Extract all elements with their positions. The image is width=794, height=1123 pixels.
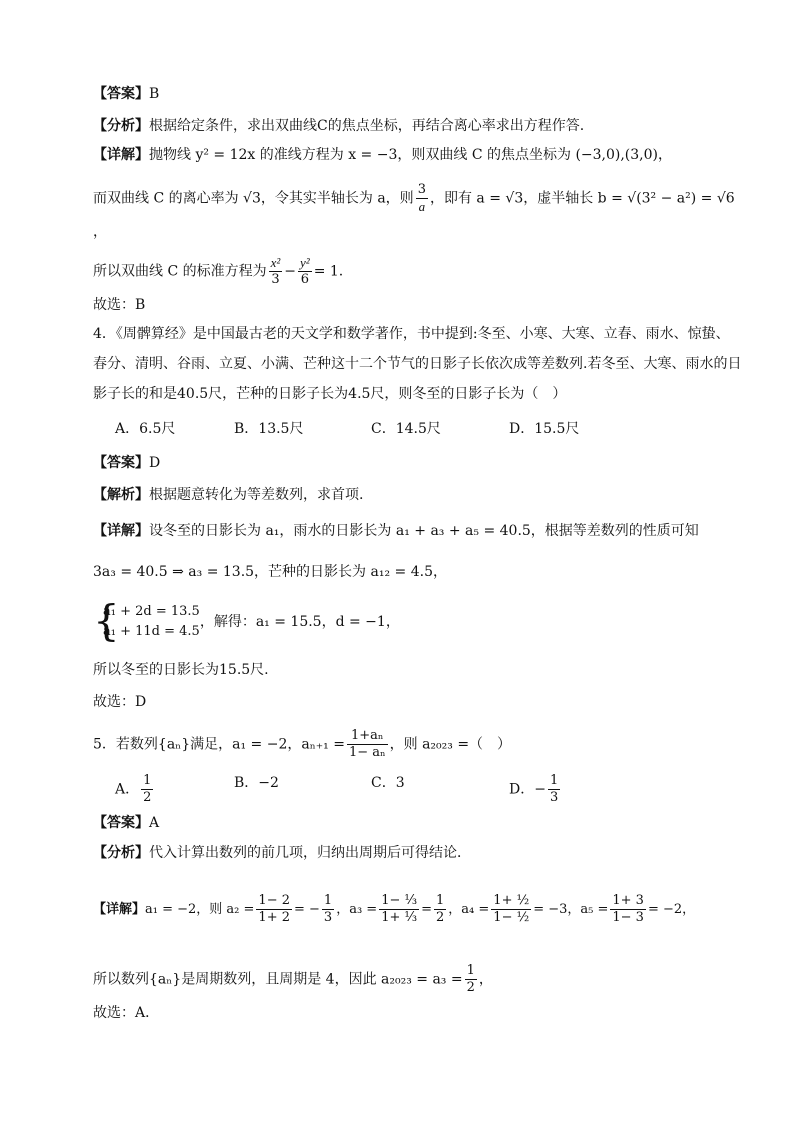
q4-stem-line-1: 4．《周髀算经》是中国最古老的天文学和数学著作，书中提到:冬至、小寒、大寒、立春、雨水、惊蛰、: [93, 326, 730, 342]
fraction-x2-over-3: $\frac{\text{x²}}{3}$: [270, 255, 281, 287]
analysis-label: 【分析】: [93, 118, 149, 134]
q4-option-d: D．15.5尺: [509, 421, 580, 437]
answer-value: B: [149, 86, 160, 102]
detail-text: 而双曲线 C 的离心率为 √3，令其实半轴长为 a，则: [93, 190, 414, 207]
q4-answer: [93, 453, 160, 473]
detail-text: ，解得：a₁ = 15.5，d = −1，: [199, 614, 400, 630]
q5-option-b: B．−2: [234, 775, 279, 791]
q4-option-c: C．14.5尺: [371, 421, 441, 437]
q3-detail-line-2: [93, 182, 735, 215]
q4-option-b: B．13.5尺: [234, 421, 304, 437]
q4-detail-line-1: [93, 521, 699, 541]
q5-stem: [93, 728, 511, 761]
q4-choice: 故选：D: [93, 694, 147, 710]
q3-analysis: [93, 116, 584, 136]
stem-text: ，则 a₂₀₂₃ =（ ）: [389, 736, 512, 753]
stem-text: 5．若数列{aₙ}满足，a₁ = −2，aₙ₊₁ =: [93, 736, 345, 753]
q4-analysis: [93, 485, 363, 505]
q4-detail-line-4: 所以冬至的日影长为15.5尺.: [93, 662, 269, 678]
q5-option-d: D．− $\frac{1}{3}$: [509, 773, 559, 805]
q4-stem-line-3: 影子长的和是40.5尺，芒种的日影子长为4.5尺，则冬至的日影子长为（ ）: [93, 386, 567, 402]
q4-stem-line-2: 春分、清明、谷雨、立夏、小满、芒种这十二个节气的日影子长依次成等差数列.若冬至、大寒、雨水的日: [93, 356, 742, 372]
q3-detail-line-1: [93, 145, 672, 165]
detail-text: ，即有 a = √3，虚半轴长 b = √(3² − a²) = √6: [429, 190, 735, 207]
detail-label: 【详解】: [93, 902, 146, 917]
answer-label: 【答案】: [93, 455, 149, 471]
detail-label: 【详解】: [93, 147, 149, 163]
equation-1: a₁ + 2d = 13.5: [103, 604, 200, 619]
q5-conclusion: 所以数列{aₙ}是周期数列，且周期是 4，因此 a₂₀₂₃ = a₃ = $\frac{1}{2}$ ，: [93, 963, 493, 995]
analysis-text: 根据题意转化为等差数列，求首项.: [149, 487, 364, 503]
q3-detail-line-3: 所以双曲线 C 的标准方程为 $\frac{\text{x²}}{3}$ − $\frac{\text{y²}}{6}$ = 1.: [93, 255, 344, 287]
answer-label: 【答案】: [93, 86, 149, 102]
analysis-label: 【分析】: [93, 845, 149, 861]
q3-comma: ，: [93, 224, 107, 240]
answer-value: A: [149, 815, 160, 831]
equation-2: a₁ + 11d = 4.5: [103, 624, 200, 639]
q5-detail: 【详解】a₁ = −2，则 a₂ = $\frac{1- 2}{1+ 2}$ = − $\frac{1}{3}$ ，a₃ = $\frac{\text{1− ⅓}}{\text{1+ ⅓}}$ = $\frac{1}{2}$ ，a₄ = $\frac{\text{1+ ½}}{\text{1− ½}}$ = −3，a₅ = $\frac{1+ 3}{1- 3}$ = −2，: [93, 893, 696, 925]
q5-option-c: C．3: [371, 775, 405, 791]
answer-value: D: [149, 455, 161, 471]
analysis-label: 【解析】: [93, 487, 149, 503]
q5-answer: [93, 813, 159, 833]
answer-label: 【答案】: [93, 815, 149, 831]
stem-fraction: $\frac{\text{1+aₙ}}{\text{1− aₙ}}$: [348, 728, 386, 760]
q4-option-a: A．6.5尺: [115, 421, 176, 437]
q5-analysis: [93, 843, 471, 863]
detail-text: 设冬至的日影长为 a₁，雨水的日影长为 a₁ + a₃ + a₅ = 40.5，根据等差数列的性质可知: [149, 523, 699, 539]
fraction-y2-over-6: $\frac{\text{y²}}{6}$: [300, 255, 310, 287]
detail-text: = 1.: [313, 263, 344, 280]
detail-label: 【详解】: [93, 523, 149, 539]
q3-answer: [93, 84, 159, 104]
q5-option-a: A． $\frac{1}{2}$: [115, 773, 152, 805]
q4-detail-line-3: [93, 596, 400, 645]
q3-choice: 故选：B: [93, 297, 146, 313]
q5-choice: 故选：A．: [93, 1005, 160, 1021]
detail-text: 所以双曲线 C 的标准方程为: [93, 263, 267, 280]
q4-detail-line-2: 3a₃ = 40.5 ⇒ a₃ = 13.5，芒种的日影长为 a₁₂ = 4.5，: [93, 564, 447, 580]
analysis-text: 代入计算出数列的前几项，归纳出周期后可得结论．: [149, 845, 471, 861]
detail-text: 抛物线 y² = 12x 的准线方程为 x = −3，则双曲线 C 的焦点坐标为 (−3,0),(3,0)，: [149, 147, 672, 163]
analysis-text: 根据给定条件，求出双曲线C的焦点坐标，再结合离心率求出方程作答.: [149, 118, 585, 134]
brace: {: [93, 596, 120, 645]
fraction-3-over-a: $\frac{3}{a}$: [417, 182, 426, 214]
equation-system: [93, 596, 200, 645]
